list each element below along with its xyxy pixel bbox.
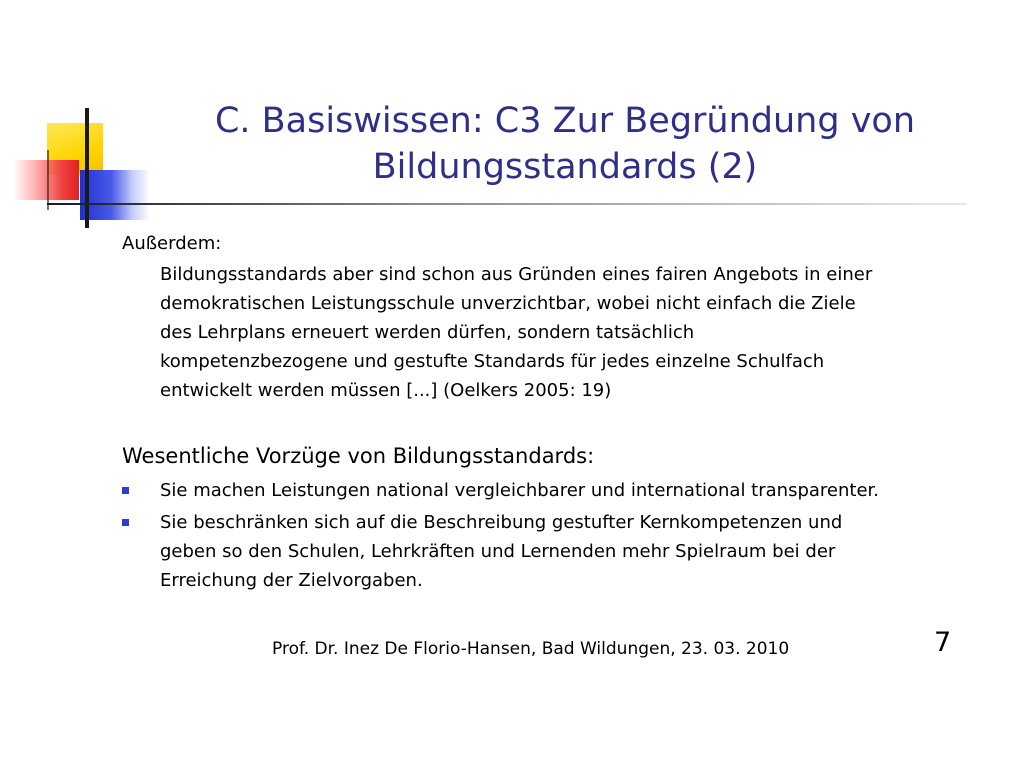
slide-title-line-1: C. Basiswissen: C3 Zur Begründung von xyxy=(214,101,916,141)
slide-title-line-2: Bildungsstandards (2) xyxy=(372,147,758,187)
quote-line: demokratischen Leistungsschule unverzichtbar, wobei nicht einfach die Ziele xyxy=(160,293,856,314)
quote-line: entwickelt werden müssen [...] (Oelkers 2005: 19) xyxy=(160,380,612,401)
bullet-line: Erreichung der Zielvorgaben. xyxy=(160,570,423,591)
bullet-item xyxy=(122,476,962,505)
square-bullet-icon xyxy=(122,519,129,526)
bullet-item xyxy=(122,508,962,595)
square-bullet-icon xyxy=(122,487,129,494)
bullet-line: geben so den Schulen, Lehrkräften und Lernenden mehr Spielraum bei der xyxy=(160,541,836,562)
quote-line: Bildungsstandards aber sind schon aus Gründen eines fairen Angebots in einer xyxy=(160,264,873,285)
intro-label: Außerdem: xyxy=(122,233,222,254)
quote-line: des Lehrplans erneuert werden dürfen, sondern tatsächlich xyxy=(160,322,695,343)
slide-footer: Prof. Dr. Inez De Florio-Hansen, Bad Wildungen, 23. 03. 2010 xyxy=(272,639,790,659)
bullet-line: Sie machen Leistungen national vergleichbarer und international transparenter. xyxy=(160,480,879,501)
page-number: 7 xyxy=(934,627,952,658)
bullet-line: Sie beschränken sich auf die Beschreibung gestufter Kernkompetenzen und xyxy=(160,512,843,533)
bullet-list xyxy=(122,476,962,598)
quote-block xyxy=(160,260,960,405)
quote-line: kompetenzbezogene und gestufte Standards für jedes einzelne Schulfach xyxy=(160,351,825,372)
section-heading: Wesentliche Vorzüge von Bildungsstandards: xyxy=(122,444,595,468)
